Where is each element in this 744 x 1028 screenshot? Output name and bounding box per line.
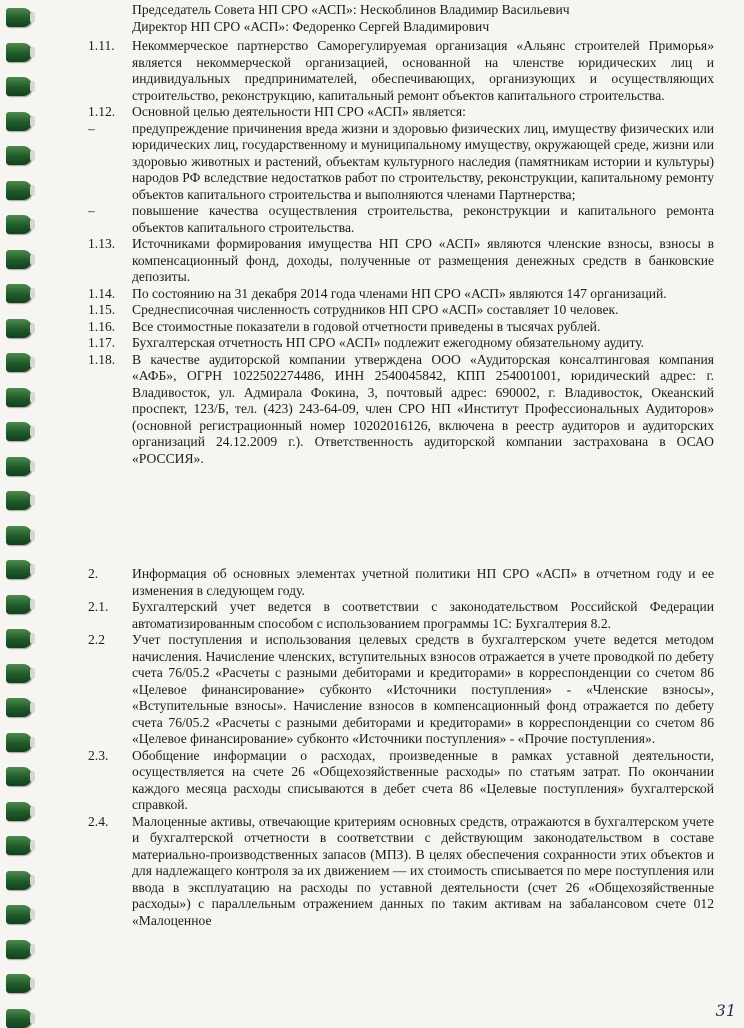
- binding-ring: [6, 836, 32, 855]
- binding-ring: [6, 560, 32, 579]
- list-item: [88, 38, 714, 104]
- binding-ring: [6, 491, 32, 510]
- item-text: Малоценные активы, отвечающие критериям основных средств, отражаются в бухгалтерском учете и бухгалтерской отчетности в соответствии с действующим законодательством в составе материально-производственных запасов (МПЗ). В целях обеспечения сохранности этих объектов и для надлежащего контроля за их движением — их стоимость списывается по мере поступления или ввода в эксплуатацию на расходы по уставной деятельности (счет 26 «Общехозяйственные расходы») с параллельным отражением данных по таким активам на забалансовом счете 012 «Малоценное: [132, 813, 714, 928]
- binding-ring: [6, 8, 32, 27]
- header: [132, 2, 714, 35]
- item-text: повышение качества осуществления строительства, реконструкции и капитального ремонта объектов капитального строительства.: [132, 203, 714, 235]
- item-text: Учет поступления и использования целевых средств в бухгалтерском учете ведется методом начисления. Начисление членских, вступительных взносов отражается в учете проводкой по дебету счета 76/05.2 «Расчеты с разными дебиторами и кредиторами» в корреспонденции со счетом 86 «Целевое финансирование» субконто «Источники поступления» - «Членские взносы», «Вступительные взносы». Начисление взносов в компенсационный фонд отражается по дебету счета 76/05.2 «Расчеты с разными дебиторами и кредиторами» в корреспонденции со счетом 86 «Целевое финансирование» субконто «Источники поступления» - «Прочие поступления».: [132, 632, 714, 746]
- list-item: [88, 335, 714, 352]
- list-item: [88, 121, 714, 204]
- page-number: 31: [715, 1001, 736, 1020]
- dash-bullet: –: [88, 120, 95, 136]
- binding-ring: [6, 733, 32, 752]
- item-number: 2.4.: [88, 813, 109, 829]
- section-2: [88, 566, 714, 929]
- item-number: 1.14.: [88, 285, 116, 301]
- spiral-binding: [0, 0, 40, 1024]
- binding-ring: [6, 664, 32, 683]
- binding-ring: [6, 767, 32, 786]
- binding-ring: [6, 181, 32, 200]
- item-number: 1.18.: [88, 351, 116, 367]
- binding-ring: [6, 595, 32, 614]
- binding-ring: [6, 802, 32, 821]
- binding-ring: [6, 319, 32, 338]
- binding-ring: [6, 112, 32, 131]
- list-item: [88, 599, 714, 632]
- item-text: Информация об основных элементах учетной политики НП СРО «АСП» в отчетном году и ее изменения в следующем году.: [132, 566, 714, 598]
- item-text: Все стоимостные показатели в годовой отчетности приведены в тысячах рублей.: [132, 318, 601, 334]
- list-item: [88, 104, 714, 121]
- item-number: 1.11.: [88, 38, 115, 53]
- list-item: [88, 302, 714, 319]
- item-number: 2.2: [88, 632, 105, 647]
- list-item: [88, 748, 714, 814]
- binding-ring: [6, 353, 32, 372]
- binding-ring: [6, 388, 32, 407]
- binding-ring: [6, 457, 32, 476]
- item-number: 1.17.: [88, 335, 116, 350]
- item-number: 1.16.: [88, 318, 116, 334]
- item-text: По состоянию на 31 декабря 2014 года членами НП СРО «АСП» являются 147 организаций.: [132, 285, 667, 301]
- list-item: [88, 319, 714, 336]
- binding-ring: [6, 698, 32, 717]
- binding-ring: [6, 629, 32, 648]
- list-item: [88, 632, 714, 748]
- binding-ring: [6, 974, 32, 993]
- item-text: Бухгалтерская отчетность НП СРО «АСП» подлежит ежегодному обязательному аудиту.: [132, 335, 645, 350]
- binding-ring: [6, 284, 32, 303]
- item-number: 1.13.: [88, 236, 116, 251]
- item-text: предупреждение причинения вреда жизни и здоровью физических лиц, имуществу физических или юридических лиц, государственному и муниципальному имуществу, окружающей среде, жизни или здоровью животных и растений, объектам культурного наследия (памятникам истории и культуры) народов РФ вследствие недостатков работ по строительству, реконструкции, капитальному ремонту объектов капитального строительства и выполняются членами Партнерства;: [132, 120, 714, 202]
- binding-ring: [6, 250, 32, 269]
- binding-ring: [6, 526, 32, 545]
- list-item: [88, 566, 714, 599]
- list-item: [88, 352, 714, 468]
- binding-ring: [6, 43, 32, 62]
- item-text: Бухгалтерский учет ведется в соответствии с законодательством Российской Федерации автоматизированным способом с использованием программы 1С: Бухгалтерия 8.2.: [132, 599, 714, 631]
- list-item: [88, 286, 714, 303]
- dash-bullet: –: [88, 203, 95, 218]
- section-1: [88, 38, 714, 467]
- binding-ring: [6, 215, 32, 234]
- item-text: В качестве аудиторской компании утверждена ООО «Аудиторская консалтинговая компания «АФБ», ОГРН 1022502274486, ИНН 2540045842, КПП 254001001, юридический адрес: г. Владивосток, ул. Адмирала Фокина, 3, почтовый адрес: 690002, г. Владивосток, Океанский проспект, 123/Б, тел. (423) 243-64-09, член СРО НП «Институт Профессиональных Аудиторов» (основной регистрационный номер 10202016126, включена в реестр аудиторов и аудиторских организаций 24.12.2009 г.). Ответственность аудиторской компании застрахована в ОСАО «РОССИЯ».: [132, 351, 714, 466]
- list-item: [88, 203, 714, 236]
- list-item: [88, 814, 714, 930]
- chairman-line: Председатель Совета НП СРО «АСП»: Нескоблинов Владимир Васильевич: [132, 2, 570, 17]
- item-number: 2.1.: [88, 599, 109, 614]
- binding-ring: [6, 77, 32, 96]
- item-number: 1.12.: [88, 104, 116, 119]
- item-text: Основной целью деятельности НП СРО «АСП» является:: [132, 104, 466, 119]
- binding-ring: [6, 905, 32, 924]
- director-line: Директор НП СРО «АСП»: Федоренко Сергей Владимирович: [132, 18, 490, 34]
- item-text: Некоммерческое партнерство Саморегулируемая организация «Альянс строителей Приморья» является некоммерческой организацией, основанной на членстве юридических лиц и индивидуальных предпринимателей, обеспечивающих, организующих и осуществляющих строительство, реконструкцию, капитальный ремонт объектов капитального строительства.: [132, 38, 714, 103]
- binding-ring: [6, 940, 32, 959]
- binding-ring: [6, 146, 32, 165]
- item-number: 2.3.: [88, 747, 109, 763]
- binding-ring: [6, 871, 32, 890]
- item-text: Среднесписочная численность сотрудников НП СРО «АСП» составляет 10 человек.: [132, 302, 619, 317]
- list-item: [88, 236, 714, 286]
- item-text: Источниками формирования имущества НП СРО «АСП» являются членские взносы, взносы в компенсационный фонд, доходы, полученные от размещения денежных средств в банковские депозиты.: [132, 236, 714, 284]
- binding-ring: [6, 1009, 32, 1028]
- item-text: Обобщение информации о расходах, произведенные в рамках уставной деятельности, осуществляется на счете 26 «Общехозяйственные расходы» по статьям затрат. По окончании каждого месяца расходы списываются в дебет счета 86 «Целевые поступления» бухгалтерской справкой.: [132, 747, 714, 812]
- item-number: 1.15.: [88, 302, 116, 317]
- binding-ring: [6, 422, 32, 441]
- item-number: 2.: [88, 566, 99, 581]
